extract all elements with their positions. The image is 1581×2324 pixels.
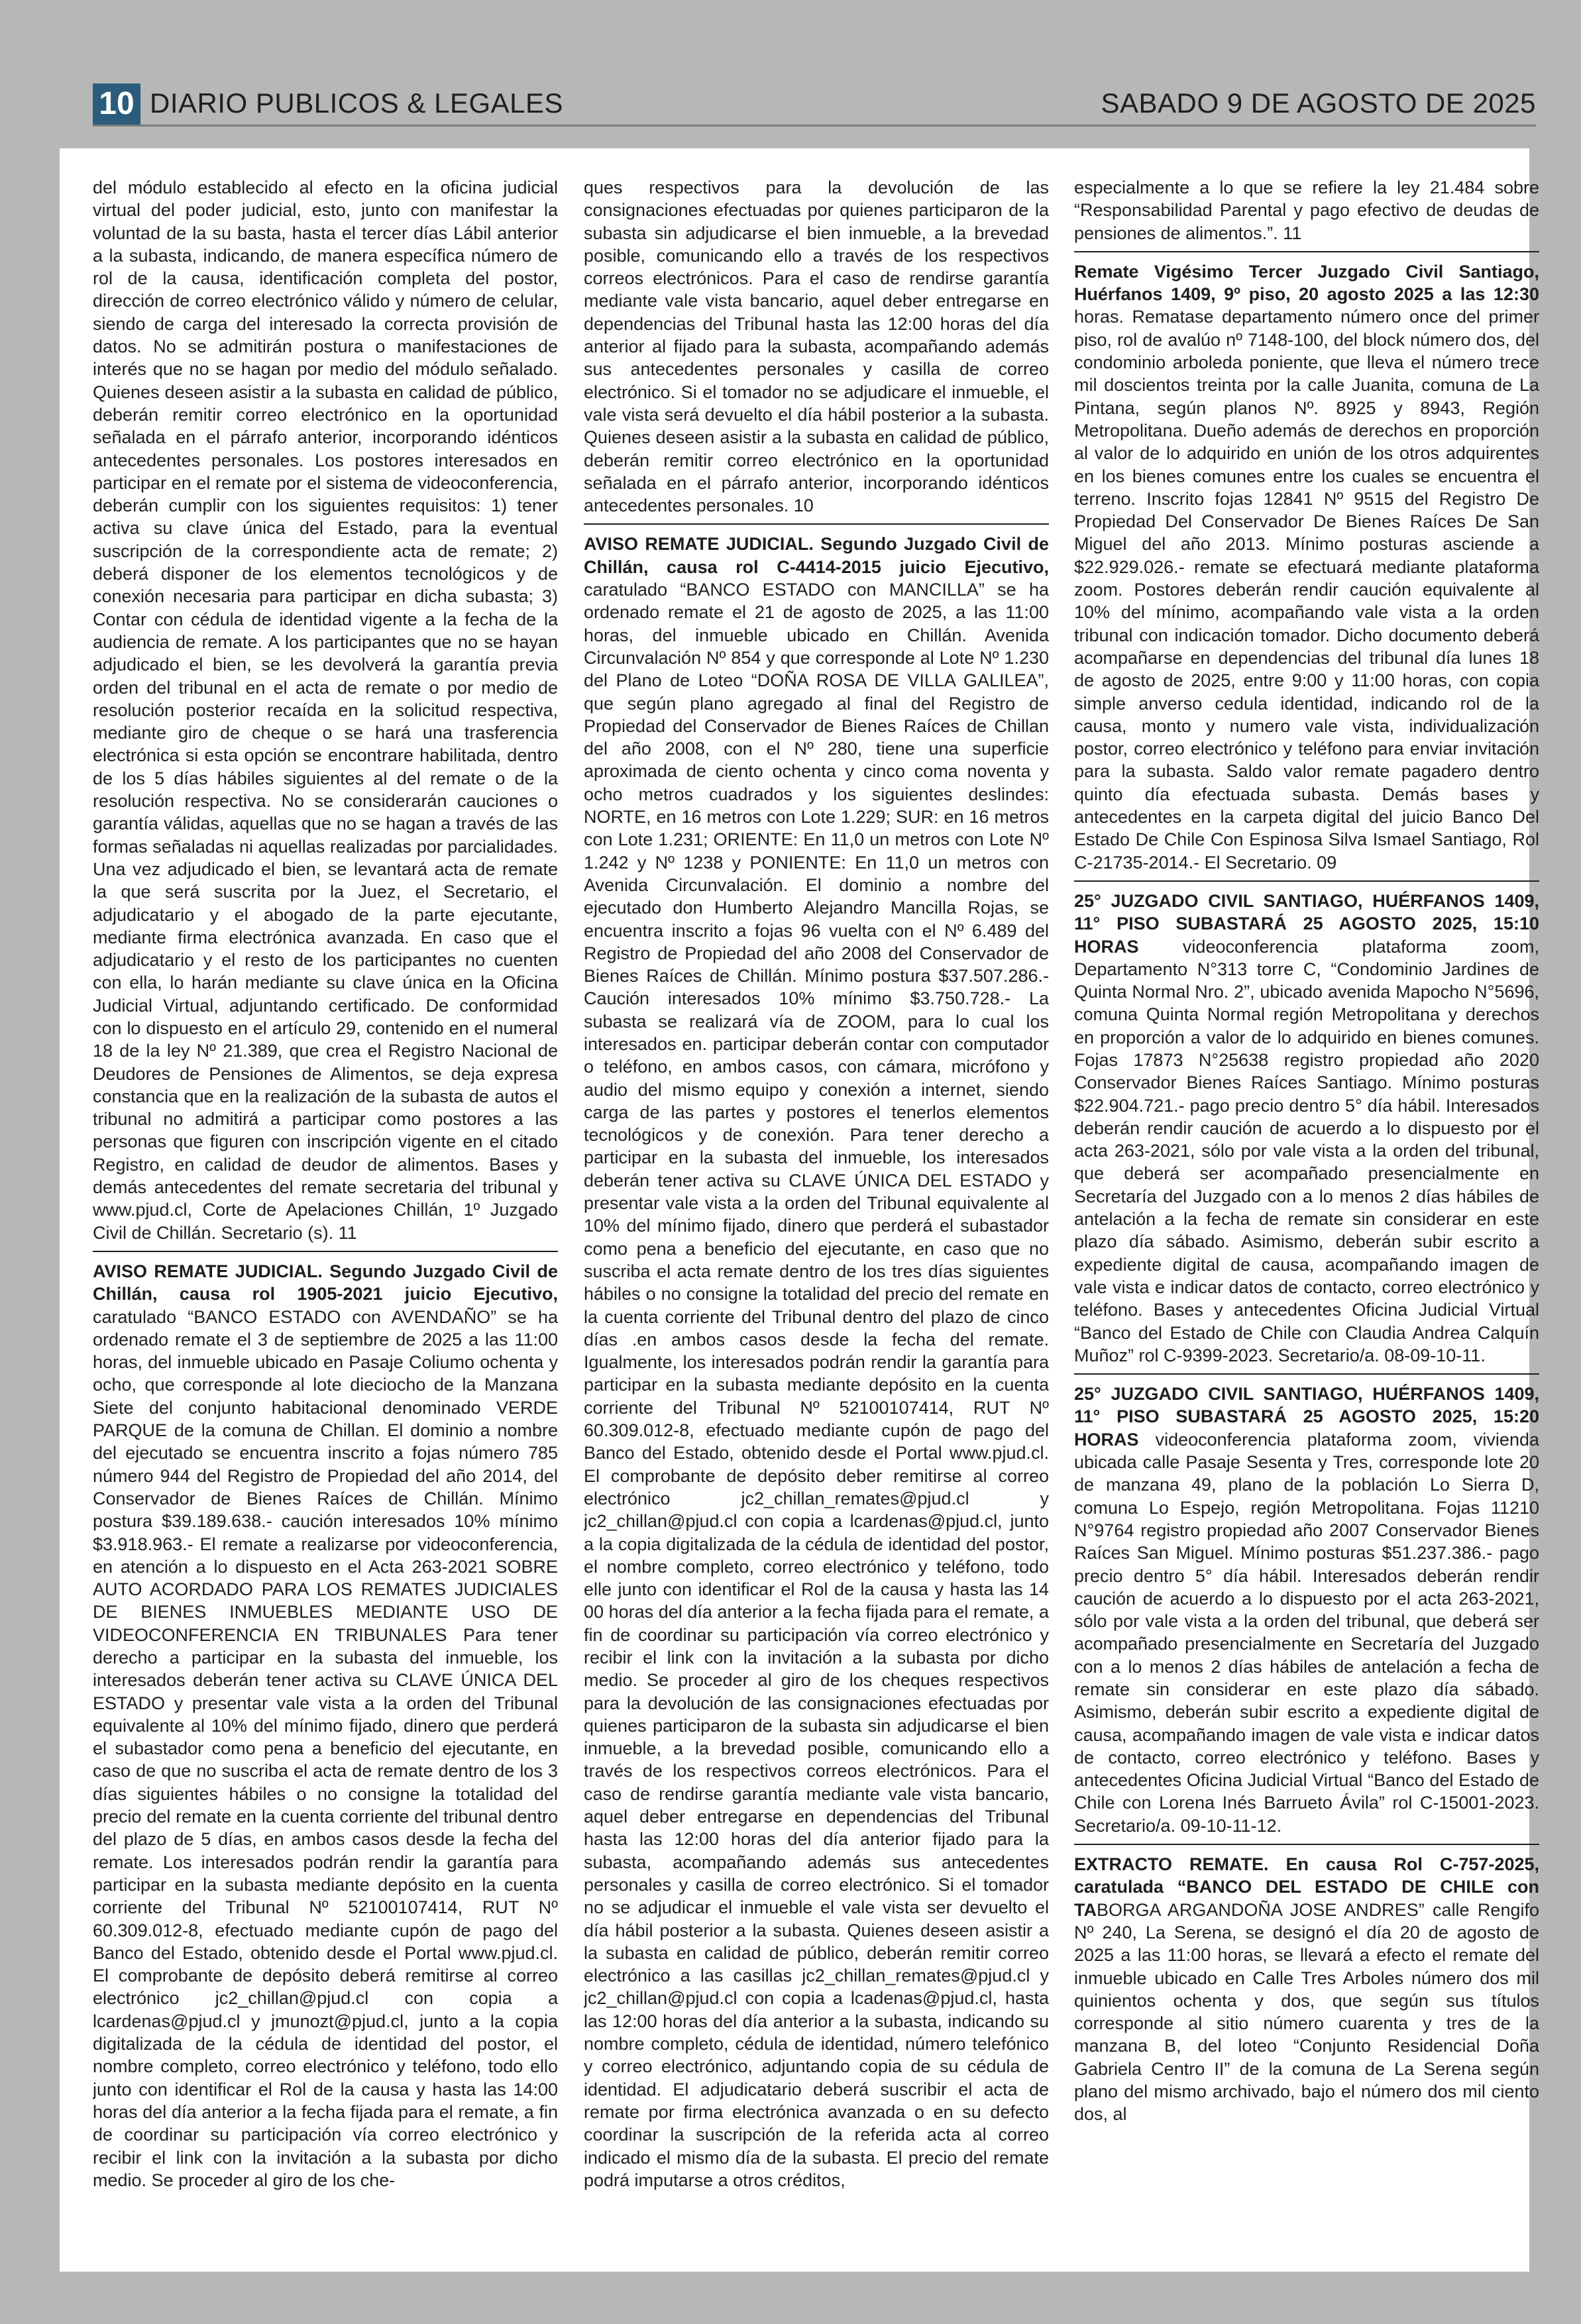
column-1 <box>93 176 558 2263</box>
column-2 <box>584 176 1049 2263</box>
notice-body: caratulado “BANCO ESTADO con AVENDAÑO” se ha ordenado remate el 3 de septiembre de 2025 a las 11:00 horas, del inmueble ubicado en Pasaje Coliumo ochenta y ocho, que corresponde al lote dieciocho de la Manzana Siete del conjunto habitacional denominado VERDE PARQUE de la comuna de Chillan. El dominio a nombre del ejecutado se encuentra inscrito a fojas número 785 número 944 del Registro de Propiedad del año 2014, del Conservador de Bienes Raíces de Chillán. Mínimo postura $39.189.638.- caución interesados 10% mínimo $3.918.963.- El remate a realizarse por videoconferencia, en atención a lo dispuesto en el Acta 263-2021 SOBRE AUTO ACORDADO PARA LOS REMATES JUDICIALES DE BIENES INMUEBLES MEDIANTE USO DE VIDEOCONFERENCIA EN TRIBUNALES Para tener derecho a participar en la subasta del inmueble, los interesados deberán tener activa su CLAVE ÚNICA DEL ESTADO y presentar vale vista a la orden del Tribunal equivalente al 10% del mínimo fijado, dinero que perderá el subastador como pena a beneficio del ejecutante, en caso de que no suscriba el acta de remate dentro de los 3 días siguientes hábiles o no consigne la totalidad del precio del remate en la cuenta corriente del tribunal dentro del plazo de 5 días, en ambos casos desde la fecha del remate. Los interesados podrán rendir la garantía para participar en la subasta mediante depósito en la cuenta corriente del Tribunal Nº 52100107414, RUT Nº 60.309.012-8, efectuado mediante cupón de pago del Banco del Estado, obtenido desde el Portal www.pjud.cl. El comprobante de depósito deberá remitirse al correo electrónico jc2_chillan@pjud.cl con copia a lcardenas@pjud.cl y jmunozt@pjud.cl, junto a la copia digitalizada de la cédula de identidad del postor, el nombre completo, correo electrónico y teléfono, todo ello junto con identificar el Rol de la causa y hasta las 14:00 horas del día anterior a la fecha fijada para el remate, a fin de coordinar su participación vía correo electrónico y recibir el link con la invitación a la subasta por dicho medio. Se proceder al giro de los che- <box>93 1306 558 2190</box>
notice <box>93 1251 558 2192</box>
notice <box>584 523 1049 2192</box>
notice-body: videoconferencia plataforma zoom, vivienda ubicada calle Pasaje Sesenta y Tres, corresponde lote 20 de manzana 49, plano de la población Lo Sierra D, comuna Lo Espejo, región Metropolitana. Fojas 11210 N°9764 registro propiedad año 2007 Conservador Bienes Raíces San Miguel. Mínimo posturas $51.237.386.- pago precio dentro 5° día hábil. Interesados deberán rendir caución de acuerdo a lo dispuesto por el acta 263-2021, sólo por vale vista a la orden del tribunal, que deberá ser acompañado presencialmente en Secretaría del Juzgado con a lo menos 2 días hábiles de antelación a fecha de remate sin considerar en este plazo día sábado. Asimismo, deberán subir escrito a expediente digital de causa, acompañando imagen de vale vista e indicar datos de contacto, correo electrónico y teléfono. Bases y antecedentes Oficina Judicial Virtual “Banco del Estado de Chile con Lorena Inés Barrueto Ávila” rol C-15001-2023. Secretario/a. 09-10-11-12. <box>1074 1429 1539 1836</box>
notice-continuation <box>584 176 1049 517</box>
notice-continuation <box>1074 176 1539 244</box>
notice-body: BORGA ARGANDOÑA JOSE ANDRES” calle Rengifo Nº 240, La Serena, se designó el día 20 de agosto de 2025 a las 11:00 horas, se llevará a efecto el remate del inmueble ubicado en Calle Tres Arboles número dos mil quinientos ochenta y dos, que según sus títulos corresponde al sitio número cuarenta y tres de la manzana B, del loteo “Conjunto Residencial Doña Gabriela Centro II” de la comuna de La Serena según plano del mismo archivado, bajo el número dos mil ciento dos, al <box>1074 1899 1539 2125</box>
notice-continuation <box>93 176 558 1244</box>
notice-heading: AVISO REMATE JUDICIAL. Segundo Juzgado Civil de Chillán, causa rol 1905-2021 juicio Ejecutivo, <box>93 1261 558 1304</box>
notice-body: horas. Rematase departamento número once del primer piso, rol de avalúo nº 7148-100, del block número dos, del condominio arboleda poniente, que lleva el número trece mil doscientos treinta por la calle Juanita, comuna de La Pintana, según planos Nº. 8925 y 8943, Región Metropolitana. Dueño además de derechos en proporción al valor de lo adquirido en unión de los otros adquirentes en los bienes comunes entre los cuales se encuentra el terreno. Inscrito fojas 12841 Nº 9515 del Registro De Propiedad Del Conservador De Bienes Raíces De San Miguel del año 2013. Mínimo posturas asciende a $22.929.026.- remate se efectuará mediante plataforma zoom. Postores deberán rendir caución equivalente al 10% del mínimo, acompañando vale vista a la orden tribunal con indicación tomador. Dicho documento deberá acompañarse en dependencias del tribunal día lunes 18 de agosto de 2025, entre 9:00 y 11:00 horas, con copia simple anverso cedula identidad, indicando rol de la causa, monto y numero vale vista, individualización postor, correo electrónico y teléfono para enviar invitación para la subasta. Saldo valor remate pagadero dentro quinto día efectuada subasta. Demás bases y antecedentes en la carpeta digital del juicio Banco Del Estado De Chile Con Espinosa Silva Ismael Santiago, Rol C-21735-2014.- El Secretario. 09 <box>1074 307 1539 872</box>
notice-body: videoconferencia plataforma zoom, Departamento N°313 torre C, “Condominio Jardines de Quinta Normal Nro. 2”, ubicado avenida Mapocho N°5696, comuna Quinta Normal región Metropolitana y derechos en proporción a valor de lo adquirido en bienes comunes. Fojas 17873 N°25638 registro propiedad año 2020 Conservador Bienes Raíces Santiago. Mínimo posturas $22.904.721.- pago precio dentro 5° día hábil. Interesados deberán rendir caución de acuerdo a lo dispuesto por el acta 263-2021, sólo por vale vista a la orden del tribunal, que deberá ser acompañado presencialmente en Secretaría del Juzgado con a lo menos 2 días hábiles de antelación a la fecha de remate sin considerar en este plazo día sábado. Asimismo, deberán subir escrito a expediente digital de causa, acompañando imagen de vale vista e indicar datos de contacto, correo electrónico y teléfono. Bases y antecedentes Oficina Judicial Virtual “Banco del Estado de Chile con Claudia Andrea Calquín Muñoz” rol C-9399-2023. Secretario/a. 08-09-10-11. <box>1074 936 1539 1365</box>
notice-body: especialmente a lo que se refiere la ley 21.484 sobre “Responsabilidad Parental y pago efectivo de deudas de pensiones de alimentos.”. 11 <box>1074 178 1539 243</box>
notice-heading: 25° JUZGADO CIVIL SANTIAGO, HUÉRFANOS 1409, 11° PISO SUBASTARÁ 25 AGOSTO 2025, 15:10 HORAS <box>1074 890 1539 957</box>
notice <box>1074 251 1539 874</box>
notice <box>1074 1373 1539 1837</box>
notice <box>1074 1844 1539 2126</box>
notice-body: caratulado “BANCO ESTADO con MANCILLA” se ha ordenado remate el 21 de agosto de 2025, a las 11:00 horas, del inmueble ubicado en Chillán. Avenida Circunvalación Nº 854 y que corresponde al Lote Nº 1.230 del Plano de Loteo “DOÑA ROSA DE VILLA GALILEA”, que según plano agregado al final del Registro de Propiedad del Conservador de Bienes Raíces de Chillan del año 2008, con el Nº 280, tiene una superficie aproximada de ciento ochenta y cinco coma noventa y ocho metros cuadrados y los siguientes deslindes: NORTE, en 16 metros con Lote 1.229; SUR: en 16 metros con Lote 1.231; ORIENTE: En 11,0 un metros con Lote Nº 1.242 y Nº 1238 y PONIENTE: En 11,0 un metros con Avenida Circunvalación. El dominio a nombre del ejecutado don Humberto Alejandro Mancilla Rojas, se encuentra inscrito a fojas 96 vuelta con el Nº 6.489 del Registro de Propiedad del año 2008 del Conservador de Bienes Raíces de Chillán. Mínimo postura $37.507.286.- Caución interesados 10% mínimo $3.750.728.- La subasta se realizará vía de ZOOM, para lo cual los interesados en. participar deberán contar con computador o teléfono, en ambos casos, con cámara, micrófono y audio del mismo equipo y conexión a internet, siendo carga de las partes y postores el tenerlos elementos tecnológicos y de conexión. Para tener derecho a participar en la subasta del inmueble, los interesados deberán tener activa su CLAVE ÚNICA DEL ESTADO y presentar vale vista a la orden del Tribunal equivalente al 10% del mínimo fijado, dinero que perderá el subastador como pena a beneficio del ejecutante, en caso que no suscriba el acta remate dentro de los tres días siguientes hábiles o no consigne la totalidad del precio del remate en la cuenta corriente del Tribunal dentro del plazo de cinco días .en ambos casos desde la fecha del remate. Igualmente, los interesados podrán rendir la garantía para participar en la subasta mediante depósito en la cuenta corriente del Tribunal Nº 52100107414, RUT Nº 60.309.012-8, efectuado mediante cupón de pago del Banco del Estado, obtenido desde el Portal www.pjud.cl. El comprobante de depósito deber remitirse al correo electrónico jc2_chillan_remates@pjud.cl y jc2_chillan@pjud.cl con copia a lcardenas@pjud.cl, junto a la copia digitalizada de la cédula de identidad del postor, el nombre completo, correo electrónico y teléfono, todo elle junto con identificar el Rol de la causa y hasta las 14 00 horas del día anterior a la fecha fijada para el remate, a fin de coordinar su participación vía correo electrónico y recibir el link con la invitación a la subasta por dicho medio. Se proceder al giro de los cheques respectivos para la devolución de las consignaciones efectuadas por quienes participaron de la subasta sin adjudicarse el bien inmueble, a la brevedad posible, comunicando ello a través de los respectivos correos electrónicos. Para el caso de rendirse garantía mediante vale vista bancario, aquel deber entregarse en dependencias del Tribunal hasta las 12:00 horas del día anterior fijado para la subasta, acompañando además sus antecedentes personales y casilla de correo electrónico. Si el tomador no se adjudicar el inmueble el vale vista ser devuelto el día hábil posterior a la subasta. Quienes deseen asistir a la subasta en calidad de público, deberán remitir correo electrónico a las casillas jc2_chillan_remates@pjud.cl y jc2_chillan@pjud.cl con copia a lcadenas@pjud.cl, hasta las 12:00 horas del día anterior a la subasta, indicando su nombre completo, cédula de identidad, número telefónico y correo electrónico, adjuntando copia de su cédula de identidad. El adjudicatario deberá suscribir el acta de remate por firma electrónica avanzada o en su defecto coordinar la suscripción de la referida acta al correo indicado el mismo día de la subasta. El precio del remate podrá imputarse a otros créditos, <box>584 580 1049 2190</box>
notice-heading: AVISO REMATE JUDICIAL. Segundo Juzgado Civil de Chillán, causa rol C-4414-2015 juicio Ejecutivo, <box>584 534 1049 577</box>
notice-heading: Remate Vigésimo Tercer Juzgado Civil Santiago, Huérfanos 1409, 9º piso, 20 agosto 2025 a las 12:30 <box>1074 261 1539 305</box>
notice-body: del módulo establecido al efecto en la oficina judicial virtual del poder judicial, esto, junto con manifestar la voluntad de la su basta, hasta el tercer días Lábil anterior a la subasta, indicando, de manera específica número de rol de la causa, identificación completa del postor, dirección de correo electrónico válido y número de celular, siendo de carga del interesado la correcta provisión de datos. No se admitirán postura o manifestaciones de interés que no se hagan por medio del módulo señalado. Quienes deseen asistir a la subasta en calidad de público, deberán remitir correo electrónico en la oportunidad señalada en el párrafo anterior, incorporando idénticos antecedentes personales. Los postores interesados en participar en el remate por el sistema de videoconferencia, deberán cumplir con los siguientes requisitos: 1) tener activa su clave única del Estado, para la eventual suscripción de la correspondiente acta de remate; 2) deberá disponer de los elementos tecnológicos y de conexión necesaria para participar en dicha subasta; 3) Contar con cédula de identidad vigente a la fecha de la audiencia de remate. A los participantes que no se hayan adjudicado el bien, se les devolverá la garantía previa orden del tribunal en el acta de remate o por medio de resolución posterior recaída en la solicitud respectiva, mediante giro de cheque o se hará una trasferencia electrónica si esta opción se encontrare habilitada, dentro de los 5 días hábiles siguientes al del remate o de la resolución respectiva. No se considerarán cauciones o garantía válidas, aquellas que no se hagan a través de las formas señaladas ni aquellas realizadas por parcialidades. Una vez adjudicado el bien, se levantará acta de remate la que será suscrita por la Juez, el Secretario, el adjudicatario y el abogado de la parte ejecutante, mediante firma electrónica avanzada. En caso que el adjudicatario y el resto de los participantes no cuenten con ella, lo harán mediante su clave única en la Oficina Judicial Virtual, adjuntando certificado. De conformidad con lo dispuesto en el artículo 29, contenido en el numeral 18 de la ley Nº 21.389, que crea el Registro Nacional de Deudores de Pensiones de Alimentos, se deja expresa constancia que en la realización de la subasta de autos el tribunal no admitirá a participar como postores a las personas que figuren con inscripción vigente en el citado Registro, en calidad de deudor de alimentos. Bases y demás antecedentes del remate secretaria del tribunal y www.pjud.cl, Corte de Apelaciones Chillán, 1º Juzgado Civil de Chillán. Secretario (s). 11 <box>93 178 558 1243</box>
column-3 <box>1074 176 1539 2263</box>
notice-body: ques respectivos para la devolución de las consignaciones efectuadas por quienes participaron de la subasta sin adjudicarse el bien inmueble, a la brevedad posible, comunicando ello a través de los respectivos correos electrónicos. Para el caso de rendirse garantía mediante vale vista bancario, aquel deber entregarse en dependencias del Tribunal hasta las 12:00 horas del día anterior al fijado para la subasta, acompañando además sus antecedentes personales y casilla de correo electrónico. Si el tomador no se adjudicare el inmueble, el vale vista será devuelto el día hábil posterior a la subasta. Quienes deseen asistir a la subasta en calidad de público, deberán remitir correo electrónico en la oportunidad señalada en el párrafo anterior, incorporando idénticos antecedentes personales. 10 <box>584 178 1049 516</box>
page-header <box>93 83 1536 127</box>
newspaper-page <box>60 148 1539 2272</box>
page-number: 10 <box>93 83 140 125</box>
notice-heading: EXTRACTO REMATE. En causa Rol C-757-2025, caratulada “BANCO DEL ESTADO DE CHILE con TA <box>1074 1854 1539 1920</box>
section-title: DIARIO PUBLICOS & LEGALES <box>150 87 564 119</box>
notice <box>1074 880 1539 1367</box>
issue-date: SABADO 9 DE AGOSTO DE 2025 <box>1101 87 1536 119</box>
notice-heading: 25° JUZGADO CIVIL SANTIAGO, HUÉRFANOS 1409, 11° PISO SUBASTARÁ 25 AGOSTO 2025, 15:20 HORAS <box>1074 1384 1539 1450</box>
